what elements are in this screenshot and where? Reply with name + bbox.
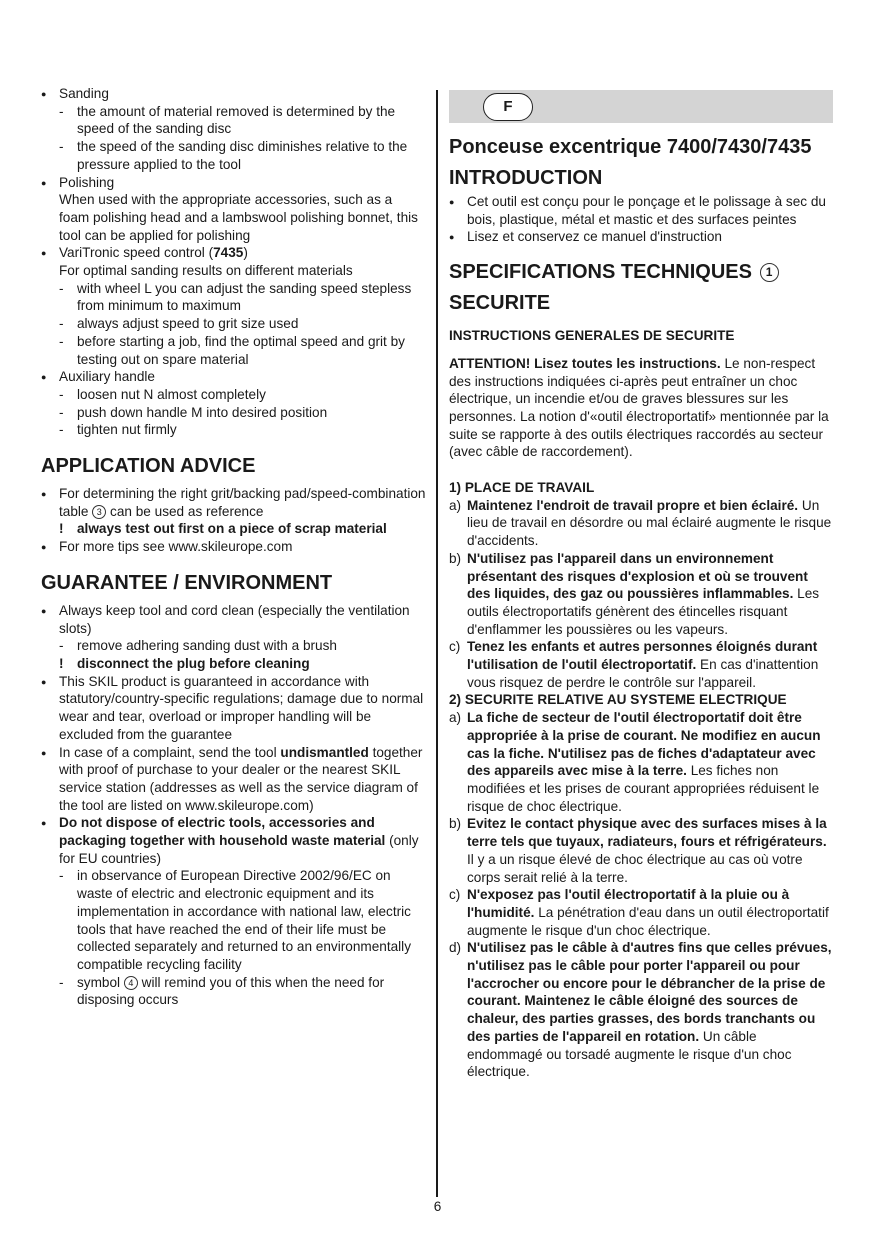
guarantee-bullet-2: ● This SKIL product is guaranteed in accordance with statutory/country-specific regulations; damage due to normal wear and tear, overload or improper handling will be excluded from the guarantee xyxy=(41,673,426,744)
application-bullet-2: ● For more tips see www.skileurope.com xyxy=(41,538,426,556)
language-badge: F xyxy=(483,93,533,121)
language-bar xyxy=(449,90,833,123)
left-column xyxy=(41,85,426,1009)
heading-application-advice: APPLICATION ADVICE xyxy=(41,455,256,478)
guarantee-dash-2: - in observance of European Directive 2002/96/EC on waste of electric and electronic equipment and its implementation in accordance with national law, electric tools that have reached the end of their life must be collected separately and returned to an environmentally compatible recycling facility xyxy=(41,867,426,973)
section-2c: c) N'exposez pas l'outil électroportatif à la pluie ou à l'humidité. La pénétration d'eau dans un outil électroportatif augmente le risque d'un choc électrique. xyxy=(449,887,829,938)
varitronic-dash-3: - before starting a job, find the optimal speed and grit by testing out on spare material xyxy=(41,333,426,368)
intro-bullet-2: ● Lisez et conservez ce manuel d'instruction xyxy=(449,228,833,246)
guarantee-dash-1: - remove adhering sanding dust with a brush xyxy=(41,637,426,655)
sanding-dash-2: - the speed of the sanding disc diminishes relative to the pressure applied to the tool xyxy=(41,138,426,173)
sanding-dash-1: - the amount of material removed is determined by the speed of the sanding disc xyxy=(41,103,426,138)
section-1a: a) Maintenez l'endroit de travail propre et bien éclairé. Un lieu de travail en désordre ou mal éclairé augmente le risque d'accidents. xyxy=(449,497,832,549)
section-2d: d) N'utilisez pas le câble à d'autres fins que celles prévues, n'utilisez pas le câble pour porter l'appareil ou pour l'accrocher ou encore pour le débrancher de la prise de courant. Maintenez le câble éloigné des sources de chaleur, des parties grasses, des bords tranchants ou des parties de l'appareil en rotation. Un câble endommagé ou torsadé augmente le risque d'un choc électrique. xyxy=(449,940,832,1080)
page-number: 6 xyxy=(433,1199,442,1214)
varitronic-text: For optimal sanding results on different materials xyxy=(59,263,353,279)
varitronic-dash-2: - always adjust speed to grit size used xyxy=(41,315,426,333)
aux-dash-3: - tighten nut firmly xyxy=(41,421,426,439)
aux-dash-1: - loosen nut N almost completely xyxy=(41,386,426,404)
heading-guarantee-environment: GUARANTEE / ENVIRONMENT xyxy=(41,571,333,594)
guarantee-warning: ! disconnect the plug before cleaning xyxy=(41,655,426,673)
product-title: Ponceuse excentrique 7400/7430/7435 xyxy=(449,136,812,158)
right-column xyxy=(449,90,833,1081)
application-bullet-1: ● For determining the right grit/backing pad/speed-combination table 3 can be used as reference xyxy=(41,485,426,520)
guarantee-bullet-1: ● Always keep tool and cord clean (especially the ventilation slots) xyxy=(41,602,426,637)
section-2a: a) La fiche de secteur de l'outil électroportatif doit être appropriée à la prise de courant. Ne modifiez en aucun cas la fiche. N'utilisez pas de fiches d'adaptateur avec des appareils avec mise à la terre. Les fiches non modifiées et les prises de courant appropriées réduisent le risque de choc électrique. xyxy=(449,710,821,814)
aux-dash-2: - push down handle M into desired position xyxy=(41,404,426,422)
bullet-polishing: ● Polishing xyxy=(41,174,426,192)
bullet-varitronic: ● VariTronic speed control (7435) xyxy=(41,244,426,262)
application-warning: ! always test out first on a piece of scrap material xyxy=(41,520,426,538)
section-2-title: 2) SECURITE RELATIVE AU SYSTEME ELECTRIQUE xyxy=(449,692,787,708)
subheading-general-safety: INSTRUCTIONS GENERALES DE SECURITE xyxy=(449,328,735,344)
guarantee-bullet-3: ● In case of a complaint, send the tool undismantled together with proof of purchase to your dealer or the nearest SKIL service station (addresses as well as the service diagram of the tool are listed on www.skileurope.com) xyxy=(41,744,426,815)
section-1b: b) N'utilisez pas l'appareil dans un environnement présentant des risques d'explosion et où se trouvent des liquides, des gaz ou poussières inflammables. Les outils électroportatifs génèrent des étincelles risquant d'enflammer les poussières ou les vapeurs. xyxy=(449,550,820,637)
heading-introduction: INTRODUCTION xyxy=(449,167,603,189)
intro-bullet-1: ● Cet outil est conçu pour le ponçage et le polissage à sec du bois, plastique, métal et mastic et des surfaces peintes xyxy=(449,193,833,228)
section-1-title: 1) PLACE DE TRAVAIL xyxy=(449,480,595,496)
section-2b: b) Evitez le contact physique avec des surfaces mises à la terre tels que tuyaux, radiateurs, fours et réfrigérateurs. Il y a un risque élevé de choc électrique au cas où votre corps serait relié à la terre. xyxy=(449,816,827,885)
column-divider xyxy=(436,90,438,1197)
guarantee-bullet-4: ● Do not dispose of electric tools, accessories and packaging together with household waste material (only for EU countries) xyxy=(41,814,426,867)
attention-paragraph: ATTENTION! Lisez toutes les instructions. Le non-respect des instructions indiquées ci-après peut entraîner un choc électrique, un incendie et/ou de graves blessures sur les personnes. La notion d'«outil électroportatif» mentionnée par la suite se rapporte à des outils électriques raccordés au secteur (avec câble de raccordement). xyxy=(449,355,829,460)
guarantee-dash-3: - symbol 4 will remind you of this when the need for disposing occurs xyxy=(41,974,426,1009)
bullet-sanding: ● Sanding xyxy=(41,85,426,103)
section-1c: c) Tenez les enfants et autres personnes éloignés durant l'utilisation de l'outil électroportatif. En cas d'inattention vous risquez de perdre le contrôle sur l'appareil. xyxy=(449,639,819,690)
bullet-auxiliary-handle: ● Auxiliary handle xyxy=(41,368,426,386)
symbol-4: 4 xyxy=(124,976,138,990)
varitronic-dash-1: - with wheel L you can adjust the sanding speed stepless from minimum to maximum xyxy=(41,280,426,315)
varitronic-model: 7435 xyxy=(213,245,244,261)
heading-specifications: SPECIFICATIONS TECHNIQUES 1 xyxy=(449,260,833,284)
heading-securite: SECURITE xyxy=(449,292,551,315)
table-3-symbol: 3 xyxy=(92,505,106,519)
polishing-text: When used with the appropriate accessories, such as a foam polishing head and a lambswool polishing bonnet, this tool can be applied for polishing xyxy=(59,192,418,243)
specs-figure-symbol: 1 xyxy=(760,263,779,282)
